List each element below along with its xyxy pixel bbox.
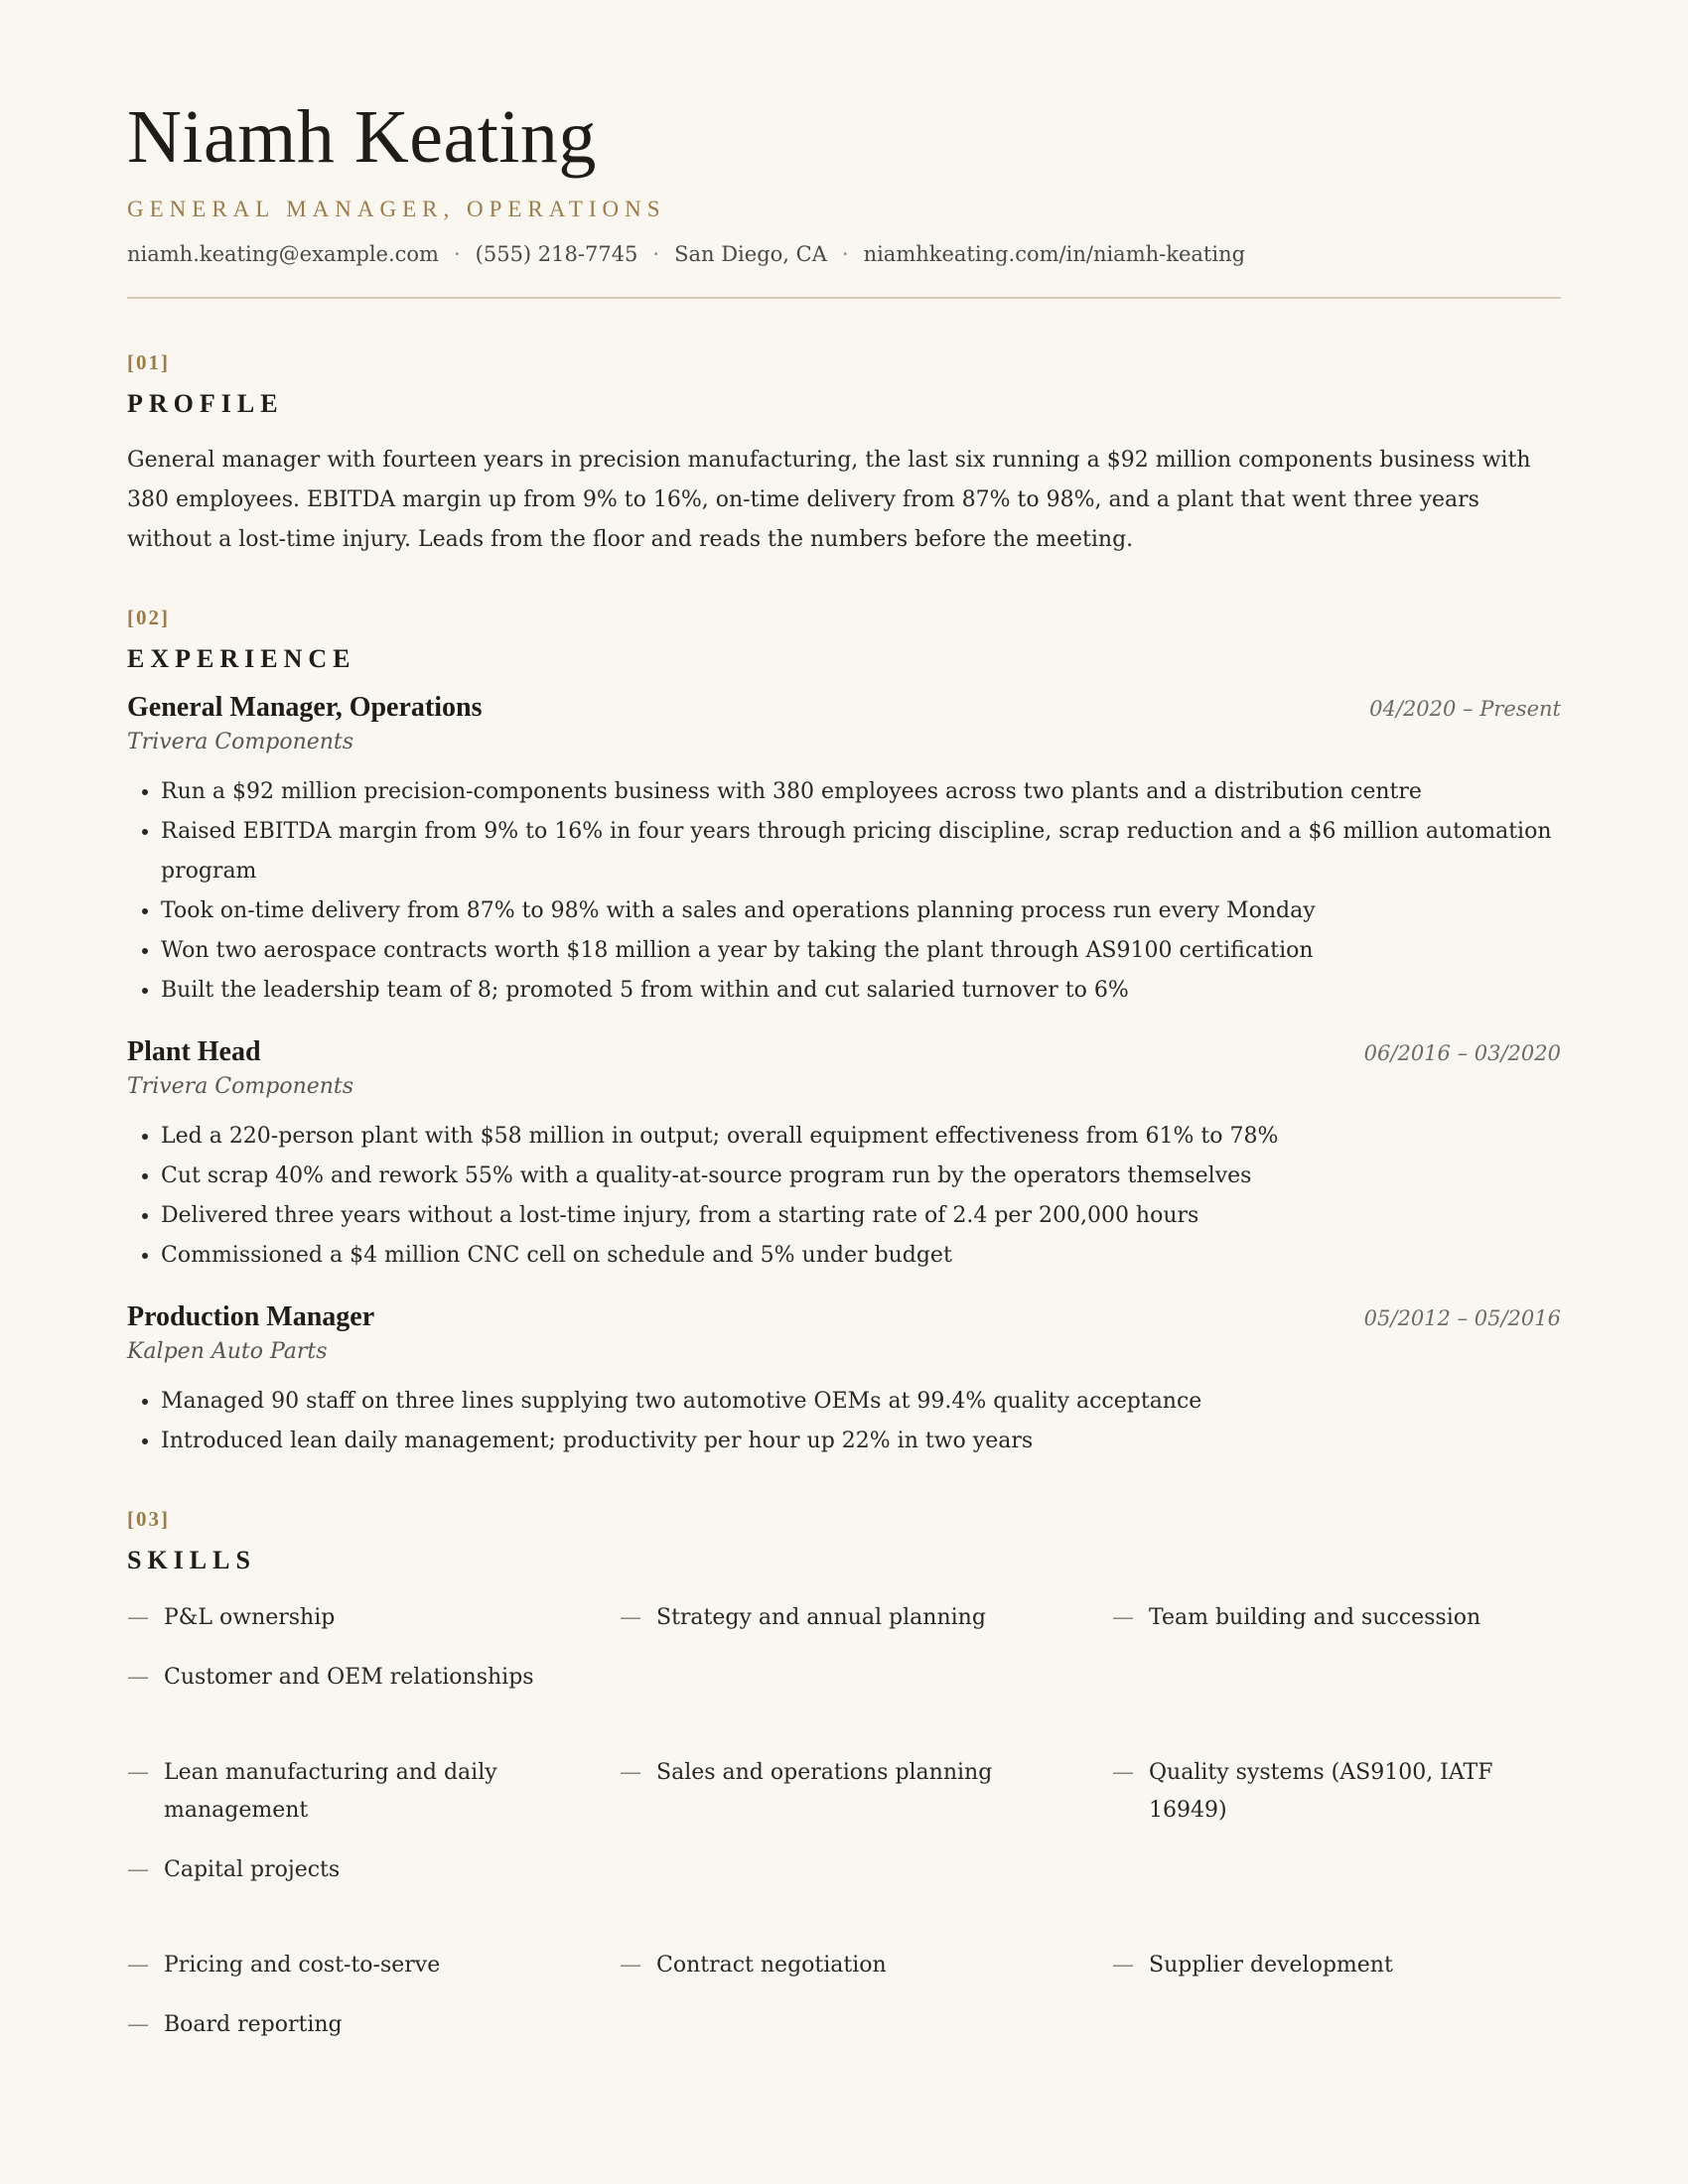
job-company: Trivera Components [127,730,354,754]
skill-dash: — [127,1760,149,1785]
skill-item [620,1947,1112,1984]
header-divider [127,297,1561,299]
job-bullet: • Cut scrap 40% and rework 55% with a quality-at-source program run by the operators themselves [161,1157,1561,1196]
job-bullet: • Built the leadership team of 8; promoted 5 from within and cut salaried turnover to 6% [161,971,1561,1011]
skill-label: Lean manufacturing and daily management [164,1760,497,1823]
skill-label: Pricing and cost-to-serve [164,1953,441,1978]
skill-dash: — [127,1665,149,1690]
job-bullet: • Commissioned a $4 million CNC cell on schedule and 5% under budget [161,1236,1561,1276]
job-header [127,1301,1561,1333]
skill-group-gap [127,1911,1561,1925]
skill-dash: — [1112,1953,1134,1978]
job-title: General Manager, Operations [127,692,483,723]
skill-dash: — [620,1605,641,1630]
section-title: SKILLS [127,1546,256,1574]
job-bullet: • Introduced lean daily management; productivity per hour up 22% in two years [161,1422,1561,1461]
skill-item [127,1754,620,1830]
job-title: Plant Head [127,1036,261,1067]
job-bullets [127,772,1561,1011]
contact-location: San Diego, CA [674,242,827,266]
job-bullet: • Run a $92 million precision-components business with 380 employees across two plants and a distribution centre [161,772,1561,812]
skill-item [127,1599,620,1637]
resume-header [127,95,1561,299]
skills-grid [127,1599,1561,2044]
job-title: Production Manager [127,1301,375,1332]
candidate-name: Niamh Keating [127,95,597,179]
job-bullet: • Led a 220-person plant with $58 million in output; overall equipment effectiveness from 61% to 78% [161,1117,1561,1157]
contact-email[interactable]: niamh.keating@example.com [127,242,439,266]
skill-item [620,1599,1112,1637]
contact-line [127,242,1561,266]
job-bullet: • Raised EBITDA margin from 9% to 16% in four years through pricing discipline, scrap reduction and a $6 million automation program [161,812,1561,891]
skill-dash: — [127,2012,149,2037]
profile-section [127,350,1561,560]
contact-separator: · [453,242,461,266]
skill-item [1112,1599,1561,1637]
profile-summary: General manager with fourteen years in precision manufacturing, the last six running a $92 million components business with 380 employees. EBITDA margin up from 9% to 16%, on-time delivery from 87% to 98%, and a plant that went three years without a lost-time injury. Leads from the floor and reads the numbers before the meeting. [127,448,1531,552]
contact-website[interactable]: niamhkeating.com/in/niamh-keating [863,242,1246,266]
skill-dash: — [620,1953,641,1978]
skill-dash: — [1112,1760,1134,1785]
job-dates: 04/2020 – Present [1369,697,1561,721]
skill-dash: — [127,1953,149,1978]
job-bullet: • Took on-time delivery from 87% to 98% with a sales and operations planning process run every Monday [161,891,1561,931]
skill-dash: — [1112,1605,1134,1630]
skill-item [127,1947,620,1984]
contact-separator: · [841,242,849,266]
skill-item [127,1851,620,1889]
job-dates: 05/2012 – 05/2016 [1363,1306,1561,1330]
skill-item [1112,1754,1561,1830]
section-number: [02] [127,606,170,629]
skill-label: Strategy and annual planning [656,1605,986,1630]
contact-separator: · [652,242,660,266]
job-company: Trivera Components [127,1074,354,1099]
skill-label: Contract negotiation [656,1953,887,1978]
skill-label: Sales and operations planning [656,1760,993,1785]
job-header [127,1036,1561,1068]
skills-section [127,1507,1561,2044]
job-bullet: • Delivered three years without a lost-time injury, from a starting rate of 2.4 per 200,000 hours [161,1196,1561,1236]
skill-dash: — [620,1760,641,1785]
skill-item [127,1659,620,1697]
skill-item [620,1754,1112,1830]
section-number: [03] [127,1507,170,1531]
skill-dash: — [127,1857,149,1882]
job-bullets [127,1382,1561,1461]
skill-label: Board reporting [164,2012,343,2037]
job-bullet: • Won two aerospace contracts worth $18 million a year by taking the plant through AS9100 certification [161,931,1561,971]
section-title: PROFILE [127,389,284,418]
job-entry [127,692,1561,1011]
skill-item [127,2006,620,2044]
experience-section [127,606,1561,1461]
skill-item [1112,1947,1561,1984]
section-number: [01] [127,350,170,374]
job-header [127,692,1561,724]
job-entry [127,1036,1561,1276]
skill-label: Capital projects [164,1857,341,1882]
skill-label: Supplier development [1149,1953,1393,1978]
section-title: EXPERIENCE [127,644,356,673]
job-dates: 06/2016 – 03/2020 [1363,1041,1561,1065]
skill-label: Quality systems (AS9100, IATF 16949) [1149,1760,1493,1823]
job-bullets [127,1117,1561,1276]
skill-group-gap [127,1718,1561,1732]
job-company: Kalpen Auto Parts [127,1339,328,1364]
contact-phone[interactable]: (555) 218-7745 [475,242,638,266]
skill-label: Customer and OEM relationships [164,1665,534,1690]
skill-dash: — [127,1605,149,1630]
experience-list [127,692,1561,1461]
candidate-role: GENERAL MANAGER, OPERATIONS [127,197,666,221]
skill-label: P&L ownership [164,1605,336,1630]
job-entry [127,1301,1561,1461]
skill-label: Team building and succession [1149,1605,1481,1630]
job-bullet: • Managed 90 staff on three lines supplying two automotive OEMs at 99.4% quality acceptance [161,1382,1561,1422]
